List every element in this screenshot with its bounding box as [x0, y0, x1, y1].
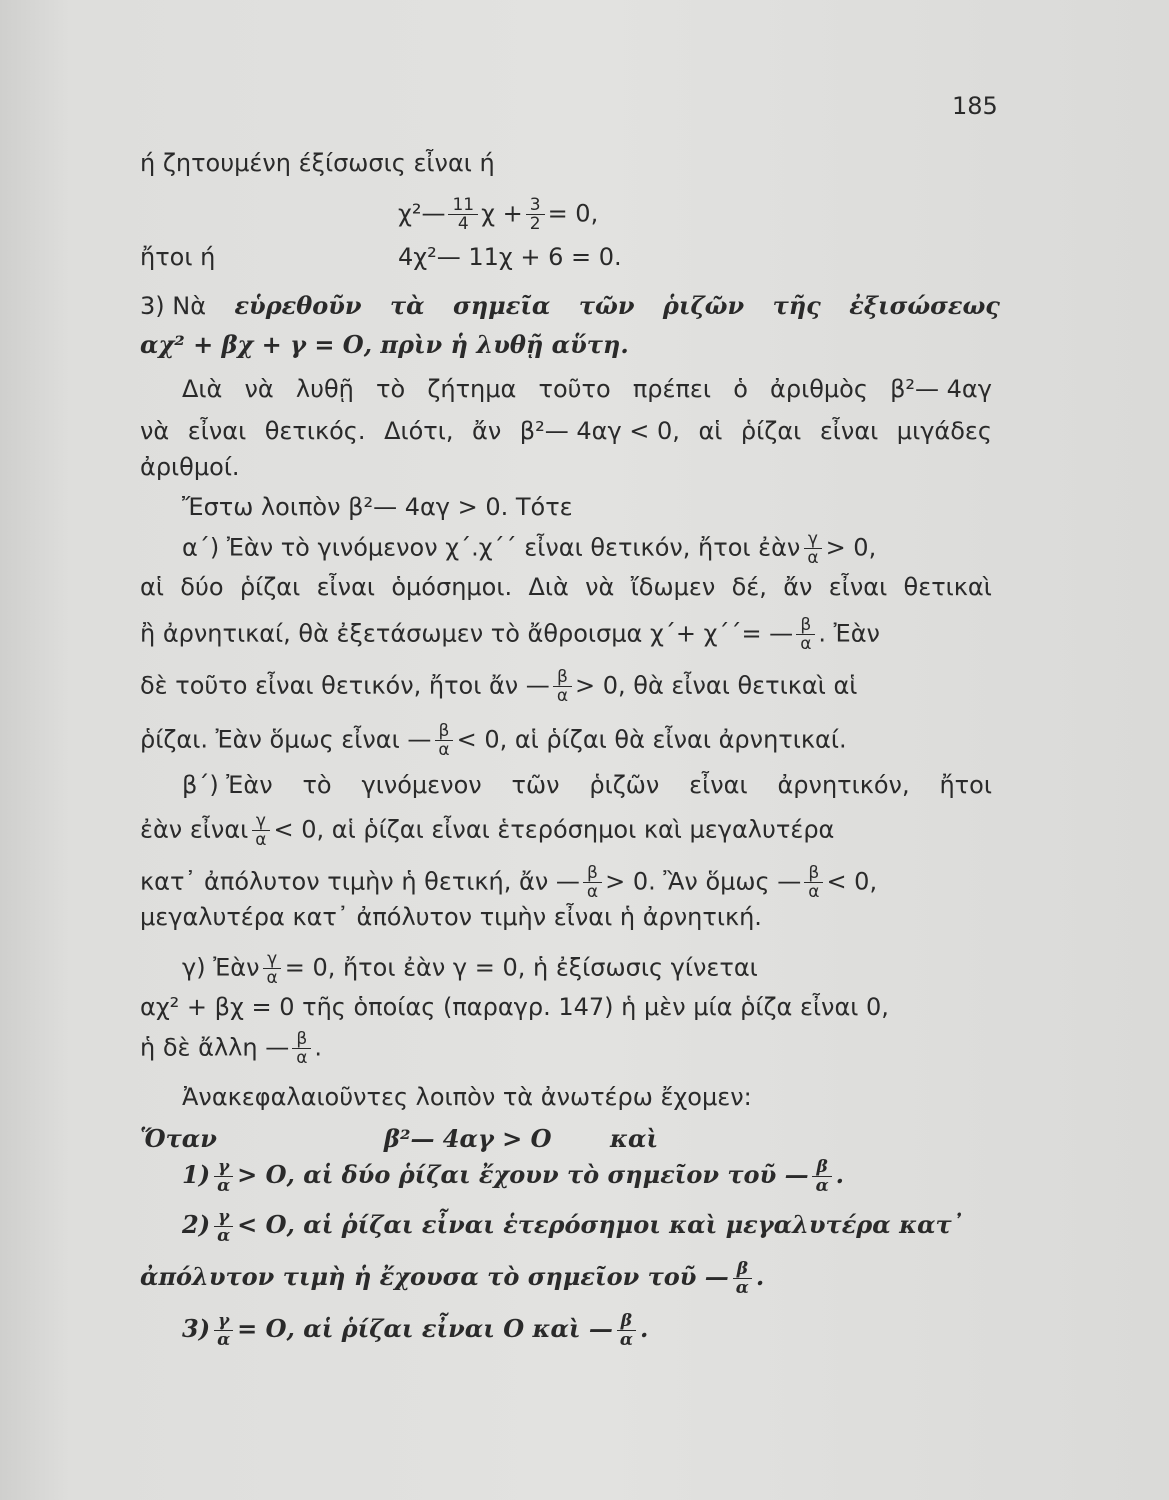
text-span: β²— 4αγ > Ο	[384, 1124, 552, 1153]
text-line-11	[140, 572, 992, 602]
text-line-20: αχ² + βχ = 0 τῆς ὁποίας (παραγρ. 147) ἡ μὲν μία ῥίζα εἶναι 0,	[140, 993, 889, 1021]
word: 3) Νὰ	[140, 292, 207, 320]
text-span: Ὅταν	[140, 1124, 217, 1153]
word: ἤτοι	[939, 771, 992, 799]
text-line-17	[140, 864, 1000, 901]
fraction-den: 4	[457, 214, 469, 234]
fraction	[553, 668, 572, 705]
word: αἱ	[140, 573, 164, 601]
fraction-num: 3	[526, 196, 545, 215]
text-span: < 0, αἱ ῥίζαι θὰ εἶναι ἀρνητικαί.	[456, 725, 847, 754]
text-line-5: αχ² + βχ + γ = Ο, πρὶν ἡ λυθῇ αὕτη.	[140, 330, 629, 359]
word: εἶναι	[316, 573, 376, 601]
fraction-den: α	[800, 634, 812, 654]
fraction	[213, 1208, 234, 1245]
text-line-10	[182, 530, 1000, 567]
fraction	[434, 722, 453, 759]
fraction	[213, 1158, 234, 1195]
fraction-den: α	[266, 968, 278, 988]
eq1-part: χ²—	[398, 199, 446, 228]
text-span: .	[639, 1314, 649, 1343]
text-span: .	[314, 1033, 323, 1062]
word: β΄) Ἐὰν	[182, 771, 273, 799]
fraction	[732, 1260, 753, 1297]
fraction-num: 11	[448, 196, 478, 215]
word: εἶναι	[828, 573, 888, 601]
fraction	[213, 1312, 234, 1349]
fraction-den: α	[217, 1176, 231, 1196]
eq1-part: = 0,	[547, 199, 599, 228]
text-span: 1)	[182, 1160, 211, 1189]
word: Διότι,	[384, 417, 454, 445]
text-span: ἀπόλυτον τιμὴ ἡ ἔχουσα τὸ σημεῖον τοῦ —	[140, 1262, 729, 1291]
fraction	[262, 950, 281, 987]
word: ῥίζαι	[740, 417, 802, 445]
text-span: ἡ δὲ ἄλλη —	[140, 1033, 290, 1062]
word: αἱ	[698, 417, 723, 445]
text-line-9: Ἔστω λοιπὸν β²— 4αγ > 0. Τότε	[182, 493, 573, 521]
word: τὸ	[376, 375, 406, 403]
text-span: ἐὰν εἶναι	[140, 815, 249, 844]
word: νὰ	[140, 417, 170, 445]
word: ἀρνητικόν,	[777, 771, 910, 799]
text-span: καὶ	[610, 1124, 659, 1153]
word: δέ,	[731, 573, 767, 601]
text-line-21	[140, 1030, 1000, 1067]
text-line-18: μεγαλυτέρα κατ᾽ ἀπόλυτον τιμὴν εἶναι ἡ ἀρνητική.	[140, 903, 762, 931]
text-span: 3)	[182, 1314, 211, 1343]
word: ῥιζῶν	[589, 771, 660, 799]
text-line-12	[140, 616, 1000, 653]
fraction	[251, 812, 270, 849]
fraction	[292, 1030, 311, 1067]
fraction	[803, 530, 822, 567]
text-span: > 0, θὰ εἶναι θετικαὶ αἱ	[575, 671, 858, 700]
text-line-22: Ἀνακεφαλαιοῦντες λοιπὸν τὰ ἀνωτέρω ἔχομεν:	[182, 1083, 752, 1111]
word: τῶν	[511, 771, 560, 799]
fraction-num: γ	[214, 1208, 233, 1227]
word: σημεῖα	[453, 291, 551, 320]
word: τὰ	[389, 291, 425, 320]
word: ἐξισώσεως	[849, 291, 1000, 320]
text-span: > Ο, αἱ δύο ῥίζαι ἔχουν τὸ σημεῖον τοῦ —	[237, 1160, 809, 1189]
fraction-num: β	[292, 1030, 311, 1049]
word: θετικαὶ	[903, 573, 992, 601]
fraction	[526, 196, 545, 233]
fraction-den: α	[807, 548, 819, 568]
text-span: .	[835, 1160, 845, 1189]
word: νὰ	[585, 573, 615, 601]
fraction	[616, 1312, 637, 1349]
fraction-num: γ	[214, 1312, 233, 1331]
text-span: 2)	[182, 1210, 211, 1239]
text-span: < 0,	[826, 867, 878, 896]
text-span: ῥίζαι. Ἐὰν ὅμως εἶναι —	[140, 725, 432, 754]
text-line-4	[140, 291, 1000, 321]
word: εἶναι	[819, 417, 879, 445]
page-number: 185	[952, 92, 998, 120]
fraction-num: γ	[804, 530, 822, 549]
text-span: .	[755, 1262, 765, 1291]
word: τὸ	[302, 771, 332, 799]
text-span: . Ἐὰν	[818, 619, 880, 648]
text-line-13	[140, 668, 1000, 705]
text-line-8: ἀριθμοί.	[140, 453, 240, 481]
fraction-den: α	[438, 740, 450, 760]
fraction	[448, 196, 478, 233]
word: λυθῇ	[295, 375, 354, 403]
fraction-den: α	[586, 882, 599, 902]
equation-2: 4χ²— 11χ + 6 = 0.	[398, 243, 622, 271]
text-line-26	[140, 1260, 1000, 1297]
text-span: δὲ τοῦτο εἶναι θετικόν, ἤτοι ἄν —	[140, 671, 550, 700]
word: Διὰ	[182, 375, 223, 403]
text-span: < Ο, αἱ ῥίζαι εἶναι ἑτερόσημοι καὶ μεγαλυτέρα κατ᾽	[237, 1210, 964, 1239]
word: θετικός.	[264, 417, 366, 445]
fraction-num: β	[435, 722, 454, 741]
text-line-6	[182, 374, 992, 404]
fraction-num: β	[617, 1312, 636, 1331]
fraction-num: γ	[252, 812, 270, 831]
eq1-part: χ +	[481, 199, 523, 228]
fraction-den: α	[255, 830, 267, 850]
fraction-den: α	[217, 1226, 231, 1246]
fraction-num: β	[583, 864, 602, 883]
fraction-num: γ	[214, 1158, 233, 1177]
fraction	[583, 864, 602, 901]
word: ῥιζῶν	[662, 291, 745, 320]
text-span: ἢ ἀρνητικαί, θὰ ἐξετάσωμεν τὸ ἄθροισμα χ΄+ χ΄΄= —	[140, 619, 794, 648]
text-span: = 0, ἤτοι ἐὰν γ = 0, ἡ ἐξίσωσις γίνεται	[284, 953, 758, 982]
fraction-den: α	[735, 1278, 749, 1298]
text-span: > 0,	[825, 533, 877, 562]
fraction-num: β	[812, 1158, 831, 1177]
text-line-15	[182, 770, 992, 800]
word: ὁ	[733, 375, 748, 403]
text-span: γ) Ἐὰν	[182, 953, 260, 982]
word: ῥίζαι	[239, 573, 301, 601]
text-line-14	[140, 722, 1000, 759]
word: πρέπει	[632, 375, 712, 403]
word: εἶναι	[187, 417, 247, 445]
text-span: α΄) Ἐὰν τὸ γινόμενον χ΄.χ΄΄ εἶναι θετικόν, ἤτοι ἐὰν	[182, 533, 801, 562]
text-line-7	[140, 416, 992, 446]
text-span: κατ᾽ ἀπόλυτον τιμὴν ἡ θετική, ἄν —	[140, 867, 580, 896]
fraction-num: β	[804, 864, 823, 883]
fraction-num: β	[796, 616, 815, 635]
word: ὁμόσημοι.	[391, 573, 513, 601]
text-span: < 0, αἱ ῥίζαι εἶναι ἑτερόσημοι καὶ μεγαλυτέρα	[273, 815, 835, 844]
text-line-16	[140, 812, 1000, 849]
text-span: > 0. Ἂν ὅμως —	[605, 867, 802, 896]
fraction-den: α	[556, 686, 569, 706]
fraction-num: β	[553, 668, 572, 687]
word: μιγάδες	[896, 417, 992, 445]
word: ἴδωμεν	[630, 573, 716, 601]
word: Διὰ	[528, 573, 569, 601]
equation-1	[398, 196, 1169, 233]
word: ἄν	[783, 573, 813, 601]
fraction	[796, 616, 815, 653]
text-line-23	[140, 1124, 1000, 1154]
fraction-den: α	[815, 1176, 829, 1196]
fraction-den: α	[808, 882, 820, 902]
word: τῶν	[578, 291, 635, 320]
word: τοῦτο	[538, 375, 611, 403]
word: νὰ	[244, 375, 274, 403]
word: δύο	[180, 573, 224, 601]
text-line-25	[182, 1208, 1042, 1245]
fraction-num: γ	[263, 950, 281, 969]
word: τῆς	[772, 291, 821, 320]
fraction-den: α	[619, 1330, 633, 1350]
text-line-1: ή ζητουμένη έξίσωσις εἶναι ή	[140, 149, 495, 177]
line3-left: ἤτοι ή	[140, 243, 216, 271]
word: β²— 4αγ	[890, 375, 992, 403]
fraction-num: β	[733, 1260, 752, 1279]
fraction	[812, 1158, 833, 1195]
word: ἄν	[472, 417, 502, 445]
fraction-den: 2	[529, 214, 541, 234]
fraction	[804, 864, 823, 901]
text-line-27	[182, 1312, 1042, 1349]
text-span: = Ο, αἱ ῥίζαι εἶναι Ο καὶ —	[237, 1314, 613, 1343]
word: ζήτημα	[427, 375, 517, 403]
word: β²— 4αγ < 0,	[519, 417, 680, 445]
word: εὑρεθοῦν	[234, 291, 362, 320]
fraction-den: α	[217, 1330, 231, 1350]
fraction-den: α	[296, 1048, 308, 1068]
text-line-3	[140, 242, 1000, 272]
text-line-19	[182, 950, 1042, 987]
word: εἶναι	[689, 771, 748, 799]
text-line-24	[182, 1158, 1042, 1195]
word: γινόμενον	[361, 771, 482, 799]
word: ἀριθμὸς	[770, 375, 868, 403]
